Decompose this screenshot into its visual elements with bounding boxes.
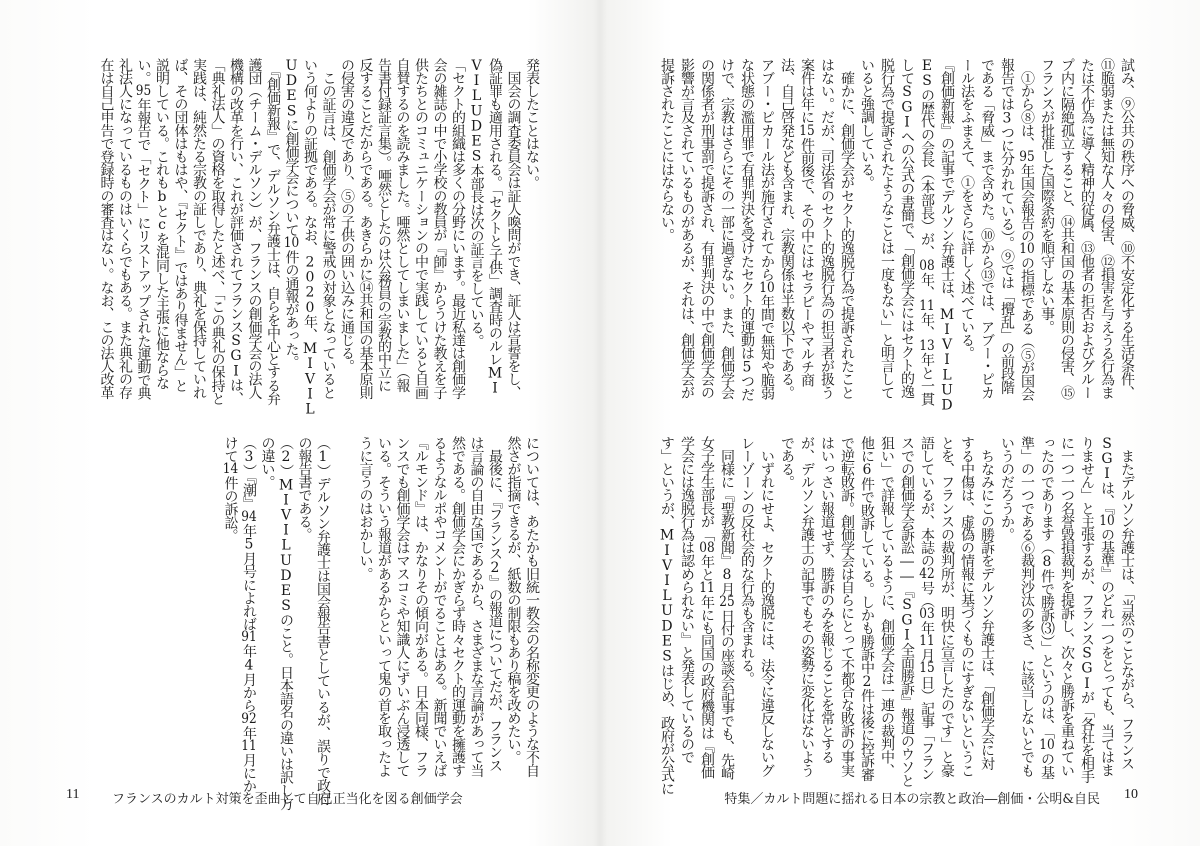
text-line: いる。そういう報道があるからといって鬼の首を取ったよ — [376, 436, 392, 777]
text-line: 学会には逸脱行為は認められない』と発表しているので — [679, 436, 695, 764]
text-line: いう何よりの証拠である。なお、2020年、MIVIL — [302, 58, 318, 417]
text-line: な状態の濫用罪で有罪判決を受けたセクト的運動は5つだ — [739, 58, 755, 401]
text-line: については、あたかも旧統一教会の名称変更のような不自 — [524, 436, 540, 777]
text-line: 自賛するのを読みました。唖然としてしまいました」（報 — [394, 58, 411, 392]
left-running-title: フランスのカルト対策を歪曲して自己正当化を図る創価学会 — [112, 792, 463, 807]
text-line: ンスでも創価学会はマスコミや知識人にずいぶん浸透して — [394, 436, 411, 777]
text-line: す」というが、MIVILUDESはじめ、政府が公式に — [659, 436, 675, 795]
text-line: 偽証罪も適用される。「セクトと子供」調査時のルレMI — [487, 58, 503, 396]
text-line: UDESに創価学会について10件の通報があった。 — [283, 58, 300, 369]
text-line: アブー・ピカール法が施行されてから10年間で無知や脆弱 — [759, 58, 775, 400]
text-line: いると強調している。 — [859, 58, 875, 190]
text-line: はない。だが、司法省のセクト的逸脱行為の担当者が扱う — [819, 58, 835, 399]
footnote-line: （3）『潮』94年5月号によれば91年4月から92年11月にか — [241, 436, 257, 793]
text-line: の侵害の違反であり、⑤の子供の囲い込みに通じる。 — [339, 58, 355, 373]
text-line: レーゾーンの反社会的な行為も含まれる。 — [739, 436, 755, 685]
text-line: ば、その団体はもはや、『セクト』ではあり得ません」と — [172, 58, 189, 392]
text-line: ⑪脆弱または無知な人々の侵害、⑫損害を与えうる行為ま — [1099, 58, 1115, 399]
left-page-top-text-block — [97, 58, 541, 417]
text-line: 影響が言及されているものがあるが、それは、創価学会が — [679, 58, 695, 399]
footnote-line: の違い。 — [259, 436, 276, 489]
text-line: SGIは、『10の基準』のどれ一つをとっても、当てはま — [1099, 436, 1115, 777]
text-line: 『創価新報』で、デルソン弁護士は、自らを中心とする弁 — [265, 58, 281, 405]
text-line: ったのであります（8件で勝訴⑶）」というのは、「10の基 — [1039, 436, 1055, 779]
text-line: 準」の一つである⑥裁判沙汰の多さ、に該当しないとでも — [1019, 436, 1035, 777]
text-line: 礼法人になっているものはいくらでもある。また典礼の存 — [117, 58, 133, 399]
text-line: 実践は、純然たる宗教の証しであり、典礼を保持していれ — [191, 58, 207, 399]
text-line: は言論の自由な国であるから、さまざまな言論があって当 — [468, 436, 485, 777]
text-line: 然さが指摘できるが、紙数の制限もあり稿を改めたい。 — [505, 436, 522, 764]
text-line: ESの歴代の会長（本部長）が、08年、11年、13年と一貫 — [919, 58, 935, 406]
text-line: が、デルソン弁護士の記事でもその姿勢に変化はないよう — [799, 436, 815, 777]
text-line: 会の雑誌の中で小学校の教員が『師』からうけた教えを子 — [431, 58, 448, 399]
text-line: 発表したことはない。 — [524, 58, 540, 190]
right-page-number: 10 — [1124, 787, 1138, 802]
text-line: 女子学生部長が「08年と11年にも同国の政府機関は『創価 — [699, 436, 715, 779]
right-running-title: 特集／カルト問題に揺れる日本の宗教と政治―創価・公明&自民 — [724, 792, 1100, 807]
footnote-line: （1）デルソン弁護士は国会報告書としているが、誤りで政府 — [315, 436, 331, 805]
text-line: 然である。創価学会にかぎらず時々セクト的運動を擁護す — [450, 436, 466, 777]
text-line: るようなルポやコメントがでることはある。新聞でいえば — [431, 436, 448, 777]
text-line: 脱行為で提訴されたようなことは一度もない」と明言して — [879, 58, 895, 399]
text-line: 「典礼法人」の資格を取得したと述べ、「この典礼の保持と — [209, 58, 226, 405]
text-line: またデルソン弁護士は、「当然のことながら、フランス — [1119, 436, 1135, 770]
text-line: の関係者が刑事罰で提訴され、有罪判決の中で創価学会の — [699, 58, 715, 399]
text-line: い。95年報告で「セクト」にリストアップされた運動で典 — [135, 58, 152, 400]
text-line: 最後に、『フランス2』の報道についてだが、フランス — [487, 436, 503, 772]
text-line: 法、自己啓発なども含まれ、宗教関係は半数以下である。 — [779, 58, 795, 399]
text-line: に一つ一つ名誉毀損裁判を提訴し、次々と勝訴を重ねてい — [1059, 436, 1075, 777]
text-line: 語しているが、本誌の42号（03年11月15日）記事「フラン — [919, 436, 935, 781]
footnote-line: （2）MIVILUDESのこと。日本語名の違いは訳し方 — [278, 436, 294, 810]
text-line: 報告では3つに分かれている）。⑨では「攪乱」の前段階 — [999, 58, 1015, 394]
text-line: ①から⑧は、95年国会報告の10の指標である（⑤が国会 — [1019, 58, 1035, 401]
footnote-line: の報告書である。 — [296, 436, 313, 541]
text-line: 告書付録証言集）。唖然としたのは公務員の宗教的中立に — [376, 58, 392, 392]
footnote-line: けて14件の訴訟。 — [222, 436, 239, 542]
text-line: 確かに、創価学会がセクト的逸脱行為で提訴されたこと — [839, 58, 855, 399]
text-line: 同様に『聖教新聞』8月25日付の座談会記事でも、先崎 — [719, 436, 735, 780]
text-line: 説明している。これもbとcを混同した主張に他ならな — [154, 58, 170, 390]
text-line: スでの創価学会訴訟――『SGI全面勝訴』報道のウソと — [899, 436, 915, 787]
right-page-bottom-text-block — [657, 436, 1137, 795]
text-line: フランスが批准した国際条約を順守しない事。 — [1039, 58, 1055, 334]
text-line: いうのだろうか。 — [999, 436, 1015, 541]
text-line: してSGIへの公式の書簡で、「創価学会にはセクト的逸 — [899, 58, 915, 398]
text-line: いずれにせよ、セクト的逸脱には、法令に違反しないグ — [759, 436, 775, 777]
text-line: である。 — [779, 436, 795, 489]
text-line: 狙い」で詳報しているように、創価学会は一連の裁判中、 — [879, 436, 895, 777]
text-line: VILUDES本部長は次の証言をしている。 — [468, 58, 485, 348]
text-line: 他に6件で敗訴している。しかも勝訴中2件は後に控訴審 — [859, 436, 875, 781]
text-line: はいっさい報道せず、勝訴のみを報じることを常とする — [819, 436, 835, 764]
text-line: 供たちとのコミュニケーションの中で実践していると自画 — [413, 58, 429, 399]
left-page-number: 11 — [66, 787, 80, 802]
text-line: である「脅威」まで含めた。⑩から⑬では、アブー・ピカ — [979, 58, 995, 399]
text-line: ール法をふまえて、①をさらに詳しく述べている。 — [959, 58, 975, 360]
text-line: 『創価新報』の記事でデルソン弁護士は、MIVILUD — [939, 58, 955, 413]
text-line: する中傷は、虚偽の情報に基づくものにすぎないというこ — [959, 436, 975, 777]
text-line: りません」と主張するが、フランスSGIが「各社を相手 — [1079, 436, 1095, 783]
text-line: 試み、⑨公共の秩序への脅威、⑩不安定化する生活条件、 — [1119, 58, 1135, 399]
text-line: 「セクト的組織は多くの分野にいます。最近私達は創価学 — [450, 58, 466, 399]
text-line: この証言は、創価学会が常に警戒の対象となっていると — [320, 58, 337, 399]
text-line: 『ルモンド』は、かなりその傾向がある。日本同様、フラ — [413, 436, 429, 777]
text-line: とを、フランスの裁判所が、明快に宣言したのです」と豪 — [939, 436, 955, 777]
notes-gap — [332, 436, 356, 776]
text-line: 国会の調査委員会は証人喚問ができ、証人は宣誓をし、 — [505, 58, 522, 399]
text-line: 反することだからである。あきらかに⑭共和国の基本原則 — [357, 58, 374, 399]
text-line: 機構の改革を行い、これが評価されてフランスSGIは、 — [228, 58, 244, 405]
right-page-top-text-block — [657, 58, 1137, 413]
text-line: で逆転敗訴。創価学会は自らにとって不都合な敗訴の事実 — [839, 436, 855, 777]
text-line: 案件は年に15件前後で、その中にはセラピーやマルチ商 — [799, 58, 815, 387]
text-line: プ内に隔絶孤立すること、⑭共和国の基本原則の侵害、⑮ — [1059, 58, 1075, 399]
text-line: 在は自己申告で登録時の審査はない。なお、この法人改革 — [98, 58, 115, 399]
text-line: うに言うのはおかしい。 — [357, 436, 374, 581]
text-line: けで、宗教はさらにその一部に過ぎない。また、創価学会 — [719, 58, 735, 399]
text-line: ちなみにこの勝訴をデルソン弁護士は、「創価学会に対 — [979, 436, 995, 770]
text-line: たは不作為に導く精神的従属、⑬他者の拒否およびグルー — [1079, 58, 1095, 399]
text-line: 提訴されたことにはならない。 — [659, 58, 675, 242]
text-line: 護団（チーム・デルソン）が、フランスの創価学会の法人 — [246, 58, 263, 399]
